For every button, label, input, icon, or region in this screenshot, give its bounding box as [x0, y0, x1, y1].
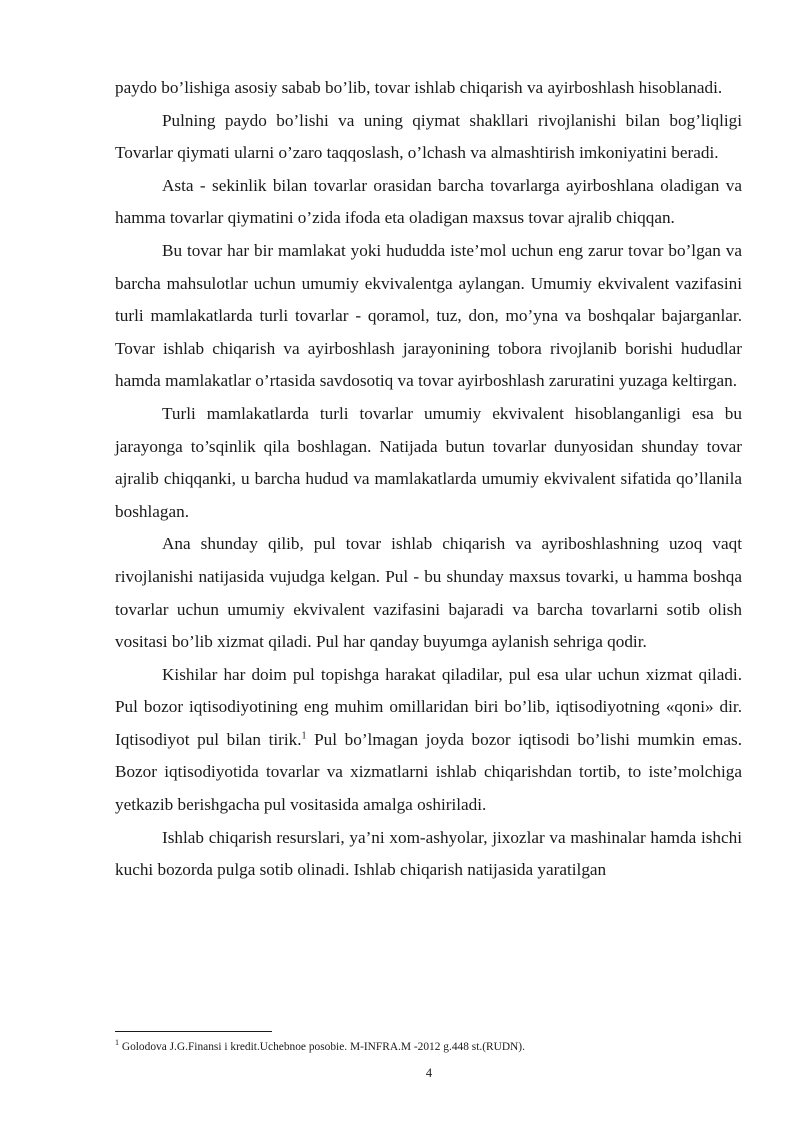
paragraph: Turli mamlakatlarda turli tovarlar umumiy ekvivalent hisoblanganligi esa bu jarayonga to’sqinlik qila boshlagan. Natijada butun tovarlar dunyosidan shunday tovar ajralib chiqqanki, u barcha hudud va mamlakatlarda umumiy ekvivalent sifatida qo’llanila boshlagan. [115, 403, 742, 521]
paragraph: Bu tovar har bir mamlakat yoki hududda iste’mol uchun eng zarur tovar bo’lgan va barcha mahsulotlar uchun umumiy ekvivalentga aylangan. Umumiy ekvivalent vazifasini turli mamlakatlarda turli tovarlar - qoramol, tuz, don, mo’yna va boshqalar bajarganlar. Tovar ishlab chiqarish va ayirboshlash jarayonining tobora rivojlanib borishi hududlar hamda mamlakatlar o’rtasida savdosotiq va tovar ayirboshlash zaruratini yuzaga keltirgan. [115, 240, 742, 391]
footnote-reference[interactable]: 1 [301, 730, 307, 742]
footnote-text: Golodova J.G.Finansi i kredit.Uchebnoe posobie. M-INFRA.M -2012 g.448 st.(RUDN). [119, 1041, 525, 1053]
footnote-mark: 1 [115, 1038, 119, 1048]
paragraph-text: Pul bo’lmagan joyda bozor iqtisodi bo’lishi mumkin emas. Bozor iqtisodiyotida tovarlar va xizmatlarni ishlab chiqarishdan tortib, to iste’molchiga yetkazib berishgacha pul vositasida amalga oshiriladi. [115, 729, 742, 815]
paragraph: paydo bo’lishiga asosiy sabab bo’lib, tovar ishlab chiqarish va ayirboshlash hisoblanadi. [115, 78, 723, 97]
paragraph-text: Kishilar har doim pul topishga harakat qiladilar, pul esa ular uchun xizmat qiladi. Pul bozor iqtisodiyotining eng muhim omillaridan biri bo’lib, iqtisodiyotning «qoni» dir. Iqtisodiyot pul bilan tirik. [115, 664, 742, 749]
paragraph [115, 659, 742, 822]
footnote [115, 1040, 742, 1055]
paragraph: Asta - sekinlik bilan tovarlar orasidan barcha tovarlarga ayirboshlana oladigan va hamma tovarlar qiymatini o’zida ifoda eta oladigan maxsus tovar ajralib chiqqan. [115, 175, 742, 228]
paragraph: Ishlab chiqarish resurslari, ya’ni xom-ashyolar, jixozlar va mashinalar hamda ishchi kuchi bozorda pulga sotib olinadi. Ishlab chiqarish natijasida yaratilgan [115, 827, 742, 880]
page-number: 4 [425, 1066, 433, 1080]
paragraph: Ana shunday qilib, pul tovar ishlab chiqarish va ayriboshlashning uzoq vaqt rivojlanishi natijasida vujudga kelgan. Pul - bu shunday maxsus tovarki, u hamma boshqa tovarlar uchun umumiy ekvivalent vazifasini bajaradi va barcha tovarlarni sotib olish vositasi bo’lib xizmat qiladi. Pul har qanday buyumga aylanish sehriga qodir. [115, 534, 742, 652]
body-text [115, 72, 742, 887]
paragraph: Pulning paydo bo’lishi va uning qiymat shakllari rivojlanishi bilan bog’liqligi Tovarlar qiymati ularni o’zaro taqqoslash, o’lchash va almashtirish imkoniyatini beradi. [115, 110, 742, 163]
footnote-separator [115, 1031, 272, 1032]
